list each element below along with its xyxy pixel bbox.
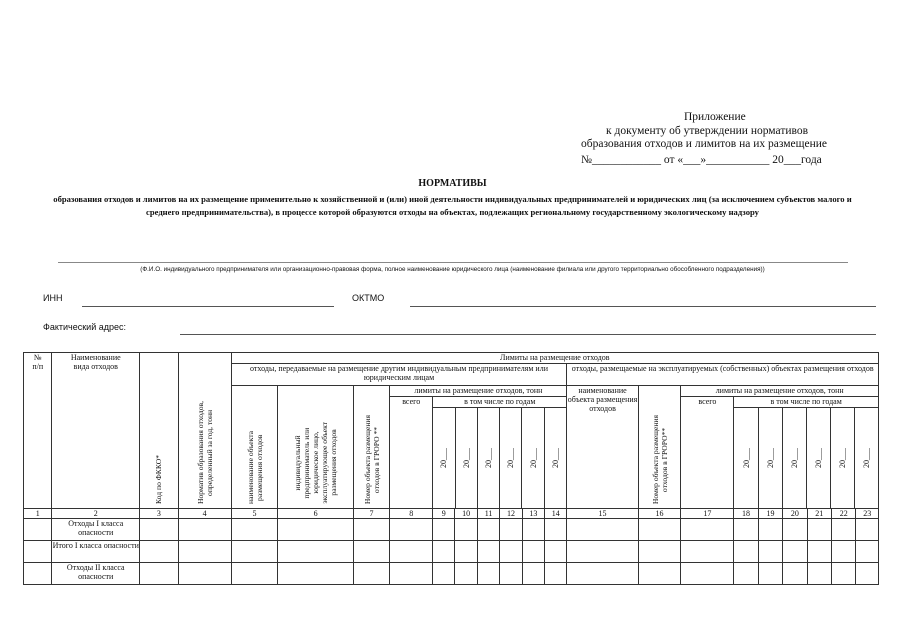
year-cell: 20___ (455, 407, 477, 508)
year-cell: 20___ (861, 447, 871, 468)
table-row (24, 563, 879, 585)
col-number: 4 (178, 509, 231, 519)
table-cell[interactable] (734, 519, 758, 541)
appendix-title: Приложение (684, 111, 746, 123)
appendix-line-2: к документу об утверждении нормативов (606, 125, 809, 137)
column-numbers-row (24, 509, 879, 519)
oktmo-field[interactable] (410, 306, 876, 307)
header-norm: Норматив образования отходов, определенный за год, тонн (178, 353, 231, 509)
col-number: 11 (477, 509, 499, 519)
table-cell[interactable] (278, 519, 353, 541)
table-cell[interactable] (758, 519, 782, 541)
header-waste-name: Наименование вида отходов (52, 353, 140, 509)
header-limits-tons-own: лимиты на размещение отходов, тонн (681, 386, 879, 397)
document-subtitle: образования отходов и лимитов на их размещение применительно к хозяйственной и (или) иной деятельности индивидуальных предпринимателей и юридических лиц (за исключением субъектов малого и среднего предпринимательства), в процессе которой образуются отходы на объектах, подлежащих региональному государственному экологическому надзору (53, 194, 852, 217)
appendix-line-4: №____________ от «___»___________ 20___года (581, 154, 822, 166)
col-number: 23 (856, 509, 879, 519)
col-number: 9 (433, 509, 455, 519)
table-cell[interactable] (500, 519, 522, 541)
col-number: 20 (783, 509, 807, 519)
table-cell[interactable] (734, 563, 758, 585)
table-row (24, 541, 879, 563)
table-cell[interactable] (278, 541, 353, 563)
table-cell[interactable] (231, 541, 278, 563)
entity-name-caption: (Ф.И.О. индивидуального предпринимателя или организационно-правовая форма, полное наименование юридического лица (наименование филиала или другого территориально обособленного подразделения)) (140, 266, 765, 273)
inn-label: ИНН (43, 293, 63, 303)
table-cell[interactable] (390, 519, 433, 541)
table-cell[interactable] (545, 563, 567, 585)
year-cell: 20___ (758, 407, 782, 508)
table-cell[interactable] (681, 519, 734, 541)
header-own: отходы, размещаемые на эксплуатируемых (собственных) объектах размещения отходов (567, 364, 879, 386)
table-cell[interactable] (390, 541, 433, 563)
table-cell[interactable] (390, 563, 433, 585)
table-cell[interactable] (477, 519, 499, 541)
table-cell[interactable] (832, 563, 856, 585)
table-cell[interactable] (681, 563, 734, 585)
norms-table (23, 352, 879, 585)
table-cell[interactable] (522, 541, 544, 563)
table-cell[interactable] (24, 563, 52, 585)
col-number: 8 (390, 509, 433, 519)
table-cell[interactable] (856, 519, 879, 541)
table-cell[interactable] (638, 519, 681, 541)
col-number: 17 (681, 509, 734, 519)
table-cell[interactable] (856, 541, 879, 563)
table-cell[interactable] (807, 541, 831, 563)
year-cell: 20___ (734, 407, 758, 508)
table-cell[interactable] (353, 541, 390, 563)
document-title: НОРМАТИВЫ (418, 178, 487, 189)
year-cell: 20___ (433, 407, 455, 508)
table-cell[interactable] (638, 563, 681, 585)
col-number: 18 (734, 509, 758, 519)
year-cell: 20___ (522, 407, 544, 508)
address-field[interactable] (180, 334, 876, 335)
header-total-own: всего (681, 397, 734, 509)
table-cell[interactable] (734, 541, 758, 563)
col-number: 6 (278, 509, 353, 519)
header-operator: индивидуальный предприниматель или юридическое лицо, эксплуатирующее объект размещения отходов (278, 386, 353, 509)
table-cell[interactable] (856, 563, 879, 585)
header-by-years-own (734, 397, 879, 509)
table-cell[interactable] (433, 519, 455, 541)
header-obj-name-own: наименование объекта размещения отходов (567, 386, 638, 509)
table-row (24, 519, 879, 541)
year-cell: 20___ (806, 407, 830, 508)
table-cell[interactable] (231, 519, 278, 541)
table-cell[interactable] (681, 541, 734, 563)
col-number: 16 (638, 509, 681, 519)
table-cell[interactable] (477, 541, 499, 563)
header-limits: Лимиты на размещение отходов (231, 353, 878, 364)
header-transferred: отходы, передаваемые на размещение другим индивидуальным предпринимателям или юридическим лицам (231, 364, 567, 386)
table-cell[interactable] (231, 563, 278, 585)
by-years-label: в том числе по годам (433, 397, 566, 407)
col-number: 3 (140, 509, 179, 519)
year-cell: 20___ (830, 407, 854, 508)
table-cell[interactable] (278, 563, 353, 585)
year-cell: 20___ (782, 407, 806, 508)
table-cell[interactable] (140, 519, 179, 541)
table-cell[interactable] (567, 541, 638, 563)
by-years-label-own: в том числе по годам (734, 397, 878, 407)
col-number: 12 (500, 509, 522, 519)
table-cell[interactable] (567, 563, 638, 585)
table-cell[interactable] (455, 563, 477, 585)
header-fkko: Код по ФККО* (140, 353, 179, 509)
table-cell[interactable] (353, 519, 390, 541)
row-label: Отходы II класса опасности (52, 563, 140, 585)
col-number: 5 (231, 509, 278, 519)
table-cell[interactable] (178, 519, 231, 541)
table-cell[interactable] (545, 541, 567, 563)
col-number: 14 (545, 509, 567, 519)
header-grooro: Номер объекта размещения отходов в ГРОРО ** (353, 386, 390, 509)
col-number: 1 (24, 509, 52, 519)
col-number: 21 (807, 509, 831, 519)
table-cell[interactable] (522, 563, 544, 585)
table-cell[interactable] (783, 541, 807, 563)
header-limits-tons: лимиты на размещение отходов, тонн (390, 386, 567, 397)
table-cell[interactable] (638, 541, 681, 563)
table-cell[interactable] (433, 541, 455, 563)
col-number: 19 (758, 509, 782, 519)
col-number: 13 (522, 509, 544, 519)
header-grooro-own: Номер объекта размещения отходов в ГРОРО** (638, 386, 681, 509)
table-cell[interactable] (24, 541, 52, 563)
table-cell[interactable] (522, 519, 544, 541)
header-num: № п/п (24, 353, 52, 509)
table-cell[interactable] (455, 519, 477, 541)
table-cell[interactable] (178, 563, 231, 585)
table-cell[interactable] (140, 563, 179, 585)
entity-name-line[interactable] (58, 262, 848, 263)
table-cell[interactable] (24, 519, 52, 541)
col-number: 22 (832, 509, 856, 519)
table-cell[interactable] (545, 519, 567, 541)
inn-field[interactable] (82, 306, 334, 307)
table-cell[interactable] (353, 563, 390, 585)
appendix-line-3: образования отходов и лимитов на их размещение (581, 138, 827, 150)
row-label: Итого I класса опасности (52, 541, 140, 563)
header-obj-name: наименование объекта размещения отходов (231, 386, 278, 509)
year-cell: 20___ (478, 407, 500, 508)
table-cell[interactable] (500, 541, 522, 563)
col-number: 2 (52, 509, 140, 519)
col-number: 15 (567, 509, 638, 519)
table-cell[interactable] (455, 541, 477, 563)
table-cell[interactable] (140, 541, 179, 563)
row-label: Отходы I класса опасности (52, 519, 140, 541)
address-label: Фактический адрес: (43, 322, 126, 332)
year-cell: 20___ (500, 407, 522, 508)
table-cell[interactable] (500, 563, 522, 585)
table-cell[interactable] (433, 563, 455, 585)
table-cell[interactable] (758, 563, 782, 585)
table-cell[interactable] (783, 563, 807, 585)
table-cell[interactable] (832, 519, 856, 541)
table-cell[interactable] (807, 563, 831, 585)
table-cell[interactable] (758, 541, 782, 563)
table-cell[interactable] (567, 519, 638, 541)
table-cell[interactable] (832, 541, 856, 563)
col-number: 7 (353, 509, 390, 519)
header-total: всего (390, 397, 433, 509)
table-cell[interactable] (477, 563, 499, 585)
header-by-years (433, 397, 567, 509)
table-cell[interactable] (783, 519, 807, 541)
year-cell: 20___ (551, 447, 561, 468)
table-cell[interactable] (807, 519, 831, 541)
col-number: 10 (455, 509, 477, 519)
table-cell[interactable] (178, 541, 231, 563)
oktmo-label: ОКТМО (352, 293, 385, 303)
